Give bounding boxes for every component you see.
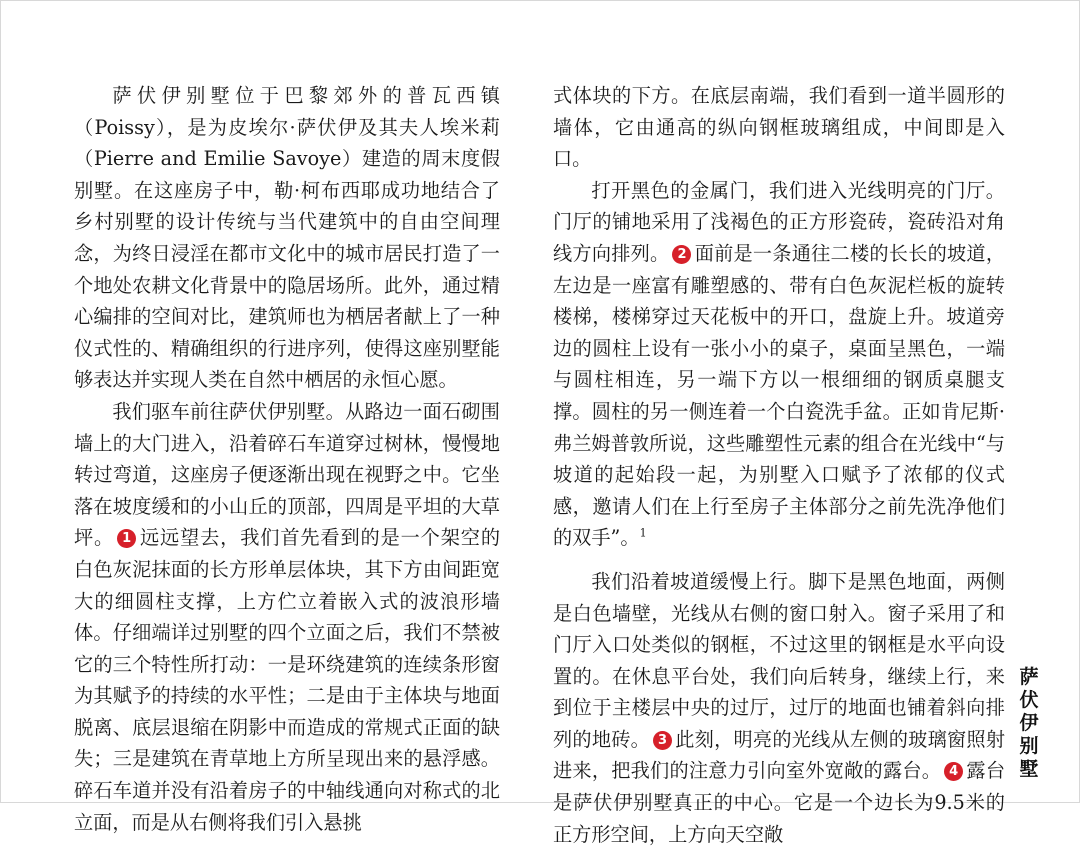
right-text-column [553,80,1005,850]
title-char: 墅 [1019,758,1039,780]
paragraph-ramp [553,566,1005,850]
paragraph-continued: 式体块的下方。在底层南端，我们看到一道半圆形的墙体，它由通高的纵向钢框玻璃组成，中间即是入口。 [553,84,1005,171]
left-text-column [74,80,500,838]
paragraph-text: 我们沿着坡道缓慢上行。脚下是黑色地面，两侧是白色墙壁，光线从右侧的窗口射入。窗子采用了和门厅入口处类似的钢框，不过这里的钢框是水平向设置的。在休息平台处，我们向后转身，继续上行，来到位于主楼层中央的过厅，过厅的地面也铺着斜向排列的地砖。 [553,569,1005,751]
figure-marker-3: 3 [653,731,672,750]
paragraph-text: 此刻，明亮的光线从左侧的玻璃窗照射进来，把我们的注意力引向室外宽敞的露台。 [553,727,1006,783]
figure-marker-2: 2 [672,245,691,264]
title-char: 别 [1019,735,1039,757]
paragraph-text: 露台是萨伏伊别墅真正的中心。它是一个边长为9.5米的正方形空间，上方向天空敞 [553,759,1006,846]
paragraph-approach [74,396,500,838]
figure-marker-1: 1 [117,529,136,548]
paragraph-text: 远远望去，我们首先看到的是一个架空的白色灰泥抹面的长方形单层体块，其下方由间距宽大的细圆柱支撑，上方伫立着嵌入式的波浪形墙体。仔细端详过别墅的四个立面之后，我们不禁被它的三个特性所打动：一是环绕建筑的连续条形窗为其赋予的持续的水平性；二是由于主体块与地面脱离、底层退缩在阴影中而造成的常规式正面的缺失；三是建筑在青草地上方所呈现出来的悬浮感。碎石车道并没有沿着房子的中轴线通向对称式的北立面，而是从右侧将我们引入悬挑 [74,526,501,834]
paragraph-intro: 萨伏伊别墅位于巴黎郊外的普瓦西镇（Poissy），是为皮埃尔·萨伏伊及其夫人埃米莉（Pierre and Emilie Savoye）建造的周末度假别墅。在这座房子中，勒·柯布西耶成功地结合了乡村别墅的设计传统与当代建筑中的自由空间理念，为终日浸淫在都市文化中的城市居民打造了一个地处农耕文化背景中的隐居场所。此外，通过精心编排的空间对比，建筑师也为栖居者献上了一种仪式性的、精确组织的行进序列，使得这座别墅能够表达并实现人类在自然中栖居的永恒心愿。 [74,84,500,392]
paragraph-text: 我们驱车前往萨伏伊别墅。从路边一面石砌围墙上的大门进入，沿着碎石车道穿过树林，慢慢地转过弯道，这座房子便逐渐出现在视野之中。它坐落在坡度缓和的小山丘的顶部，四周是平坦的大草坪。 [74,399,500,550]
paragraph-text: 面前是一条通往二楼的长长的坡道，左边是一座富有雕塑感的、带有白色灰泥栏板的旋转楼梯，楼梯穿过天花板中的开口，盘旋上升。坡道旁边的圆柱上设有一张小小的桌子，桌面呈黑色，一端与圆柱相连，另一端下方以一根细细的钢质桌腿支撑。圆柱的另一侧连着一个白瓷洗手盆。正如肯尼斯·弗兰姆普敦所说，这些雕塑性元素的组合在光线中“与坡道的起始段一起，为别墅入口赋予了浓郁的仪式感，邀请人们在上行至房子主体部分之前先洗净他们的双手”。 [553,241,1006,550]
figure-marker-4: 4 [944,762,963,781]
title-char: 萨 [1019,666,1039,688]
title-char: 伏 [1019,689,1039,711]
paragraph-text: 打开黑色的金属门，我们进入光线明亮的门厅。门厅的铺地采用了浅褐色的正方形瓷砖，瓷砖沿对角线方向排列。 [553,178,1005,265]
footnote-marker: 1 [639,526,647,540]
vertical-section-title [1016,666,1042,781]
paragraph-entrance [553,175,1005,554]
title-char: 伊 [1019,712,1039,734]
